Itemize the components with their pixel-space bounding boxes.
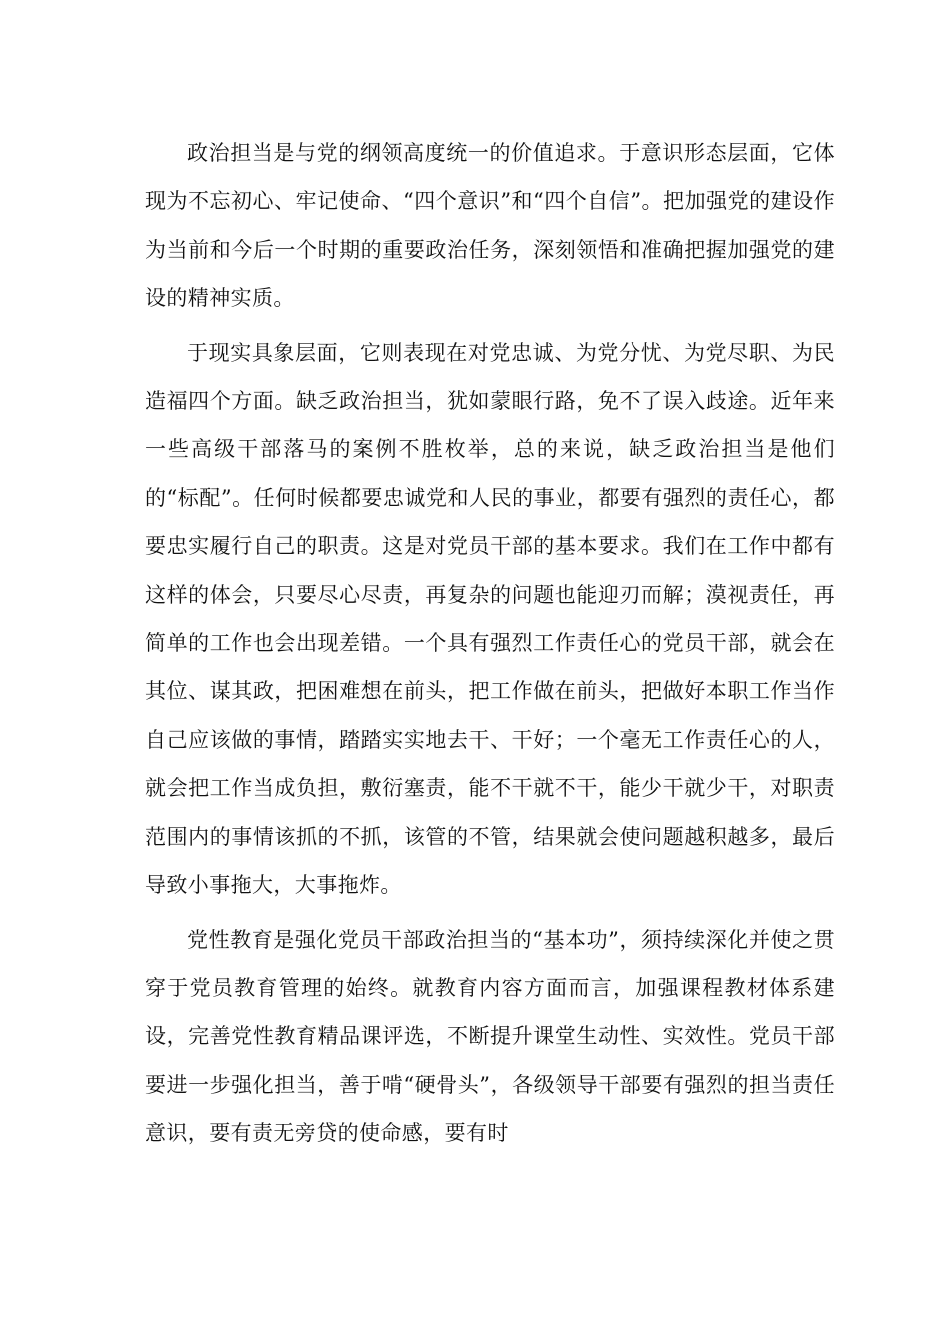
paragraph-party-education: 党性教育是强化党员干部政治担当的“基本功”，须持续深化并使之贯穿于党员教育管理的始终。就教育内容方面而言，加强课程教材体系建设，完善党性教育精品课评选，不断提升课堂生动性、实效性。党员干部要进一步强化担当，善于啃“硬骨头”，各级领导干部要有强烈的担当责任意识，要有责无旁贷的使命感，要有时 bbox=[145, 927, 835, 1146]
paragraph-practical-level: 于现实具象层面，它则表现在对党忠诚、为党分忧、为党尽职、为民造福四个方面。缺乏政治担当，犹如蒙眼行路，免不了误入歧途。近年来一些高级干部落马的案例不胜枚举，总的来说，缺乏政治担当是他们的“标配”。任何时候都要忠诚党和人民的事业，都要有强烈的责任心，都要忠实履行自己的职责。这是对党员干部的基本要求。我们在工作中都有这样的体会，只要尽心尽责，再复杂的问题也能迎刃而解；漠视责任，再简单的工作也会出现差错。一个具有强烈工作责任心的党员干部，就会在其位、谋其政，把困难想在前头，把工作做在前头，把做好本职工作当作自己应该做的事情，踏踏实实地去干、干好；一个毫无工作责任心的人，就会把工作当成负担，敷衍塞责，能不干就不干，能少干就少干，对职责范围内的事情该抓的不抓，该管的不管，结果就会使问题越积越多，最后导致小事拖大，大事拖炸。 bbox=[145, 340, 835, 898]
document-body bbox=[145, 129, 835, 1158]
paragraph-political-responsibility: 政治担当是与党的纲领高度统一的价值追求。于意识形态层面，它体现为不忘初心、牢记使命、“四个意识”和“四个自信”。把加强党的建设作为当前和今后一个时期的重要政治任务，深刻领悟和准确把握加强党的建设的精神实质。 bbox=[145, 141, 835, 311]
